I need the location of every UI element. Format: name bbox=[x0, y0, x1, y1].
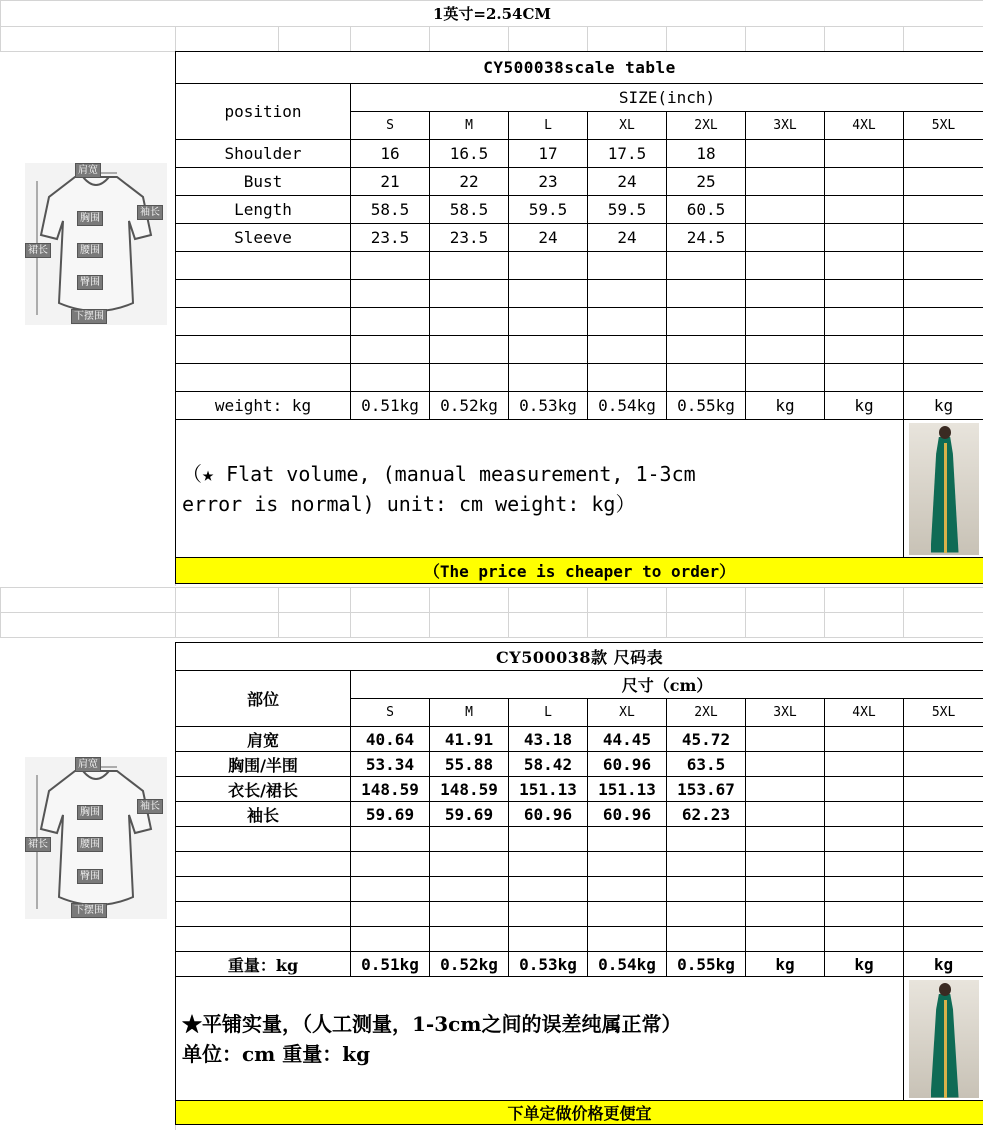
table-row bbox=[176, 140, 983, 168]
weight-row bbox=[176, 952, 983, 977]
row-label: 袖长 bbox=[176, 802, 351, 827]
cell bbox=[746, 224, 825, 252]
cell: 59.69 bbox=[351, 802, 430, 827]
cell: 22 bbox=[430, 168, 509, 196]
en-note-line1: （★ Flat volume, (manual measurement, 1-3cm bbox=[182, 461, 696, 486]
size-header: 2XL bbox=[667, 699, 746, 727]
cn-size-table bbox=[175, 642, 983, 1125]
cell bbox=[746, 727, 825, 752]
product-photo-image bbox=[909, 423, 979, 555]
cell: 16.5 bbox=[430, 140, 509, 168]
cell bbox=[746, 777, 825, 802]
cn-footer-banner: 下单定做价格更便宜 bbox=[176, 1101, 983, 1125]
size-header: L bbox=[509, 112, 588, 140]
size-header: S bbox=[351, 699, 430, 727]
diagram-tag-sleeve: 袖长 bbox=[137, 799, 163, 814]
weight-cell: kg bbox=[746, 392, 825, 420]
diagram-tag-waist: 腰围 bbox=[77, 243, 103, 258]
row-label: Length bbox=[176, 196, 351, 224]
cell: 59.5 bbox=[588, 196, 667, 224]
cell: 60.5 bbox=[667, 196, 746, 224]
table-row bbox=[176, 168, 983, 196]
cn-note-line2: 单位：cm 重量：kg bbox=[182, 1041, 371, 1066]
cell: 58.42 bbox=[509, 752, 588, 777]
cn-size-label: 尺寸（cm） bbox=[351, 671, 983, 699]
cell: 55.88 bbox=[430, 752, 509, 777]
en-product-photo bbox=[904, 420, 983, 558]
weight-label: weight: kg bbox=[176, 392, 351, 420]
cn-note-line1: ★平铺实量，（人工测量，1-3cm之间的误差纯属正常） bbox=[182, 1011, 682, 1036]
weight-label: 重量：kg bbox=[176, 952, 351, 977]
cell: 24 bbox=[509, 224, 588, 252]
size-header: 3XL bbox=[746, 699, 825, 727]
weight-cell: 0.53kg bbox=[509, 952, 588, 977]
empty-row bbox=[176, 252, 983, 280]
size-header: M bbox=[430, 112, 509, 140]
cell bbox=[746, 168, 825, 196]
empty-row bbox=[176, 902, 983, 927]
diagram-tag-length: 裙长 bbox=[25, 837, 51, 852]
empty-row bbox=[176, 280, 983, 308]
cell: 60.96 bbox=[588, 802, 667, 827]
cell: 45.72 bbox=[667, 727, 746, 752]
cell: 18 bbox=[667, 140, 746, 168]
cn-garment-diagram bbox=[25, 757, 167, 919]
cell bbox=[904, 140, 983, 168]
cn-table-title: CY500038款 尺码表 bbox=[176, 643, 983, 671]
cell: 59.5 bbox=[509, 196, 588, 224]
cell: 153.67 bbox=[667, 777, 746, 802]
diagram-tag-hem: 下摆围 bbox=[71, 309, 107, 324]
weight-cell: kg bbox=[746, 952, 825, 977]
weight-cell: kg bbox=[904, 392, 983, 420]
cell: 58.5 bbox=[351, 196, 430, 224]
cell: 60.96 bbox=[588, 752, 667, 777]
en-note bbox=[176, 420, 904, 558]
weight-row bbox=[176, 392, 983, 420]
cell bbox=[825, 168, 904, 196]
row-label: Bust bbox=[176, 168, 351, 196]
cell bbox=[746, 196, 825, 224]
size-header: 4XL bbox=[825, 699, 904, 727]
diagram-tag-length: 裙长 bbox=[25, 243, 51, 258]
sheet-header-grid bbox=[0, 0, 983, 27]
weight-cell: kg bbox=[825, 952, 904, 977]
weight-cell: 0.51kg bbox=[351, 392, 430, 420]
row-label: Shoulder bbox=[176, 140, 351, 168]
cell bbox=[904, 168, 983, 196]
empty-row bbox=[176, 927, 983, 952]
cell bbox=[904, 727, 983, 752]
row-label: 肩宽 bbox=[176, 727, 351, 752]
cn-product-photo bbox=[904, 977, 983, 1101]
cell: 23.5 bbox=[430, 224, 509, 252]
cn-note bbox=[176, 977, 904, 1101]
diagram-tag-chest: 胸围 bbox=[77, 211, 103, 226]
cell: 53.34 bbox=[351, 752, 430, 777]
cell bbox=[746, 752, 825, 777]
table-row bbox=[176, 777, 983, 802]
cell bbox=[825, 196, 904, 224]
diagram-tag-shoulder: 肩宽 bbox=[75, 757, 101, 772]
diagram-tag-chest: 胸围 bbox=[77, 805, 103, 820]
empty-row bbox=[176, 852, 983, 877]
sheet-header-title: 1英寸=2.54CM bbox=[1, 1, 983, 27]
size-header: M bbox=[430, 699, 509, 727]
empty-row bbox=[176, 364, 983, 392]
cell bbox=[904, 777, 983, 802]
size-header: 5XL bbox=[904, 112, 983, 140]
cn-position-label: 部位 bbox=[176, 671, 351, 727]
cell bbox=[825, 777, 904, 802]
en-garment-diagram bbox=[25, 163, 167, 325]
cell bbox=[746, 140, 825, 168]
empty-row bbox=[176, 336, 983, 364]
cn-figure-cell bbox=[0, 642, 176, 1130]
table-row bbox=[176, 224, 983, 252]
cell: 17 bbox=[509, 140, 588, 168]
cell: 148.59 bbox=[430, 777, 509, 802]
cell: 151.13 bbox=[588, 777, 667, 802]
cell: 151.13 bbox=[509, 777, 588, 802]
diagram-tag-shoulder: 肩宽 bbox=[75, 163, 101, 178]
cell: 24 bbox=[588, 168, 667, 196]
cell: 43.18 bbox=[509, 727, 588, 752]
en-figure-cell bbox=[0, 51, 176, 586]
size-header: XL bbox=[588, 699, 667, 727]
row-label: Sleeve bbox=[176, 224, 351, 252]
diagram-tag-waist: 腰围 bbox=[77, 837, 103, 852]
table-row bbox=[176, 196, 983, 224]
cell bbox=[825, 752, 904, 777]
cell: 40.64 bbox=[351, 727, 430, 752]
cell: 59.69 bbox=[430, 802, 509, 827]
cell: 148.59 bbox=[351, 777, 430, 802]
empty-row bbox=[176, 308, 983, 336]
cell bbox=[904, 802, 983, 827]
diagram-tag-hem: 下摆围 bbox=[71, 903, 107, 918]
cell bbox=[825, 140, 904, 168]
en-size-label: SIZE(inch) bbox=[351, 84, 983, 112]
weight-cell: kg bbox=[825, 392, 904, 420]
cell: 24.5 bbox=[667, 224, 746, 252]
cell bbox=[904, 196, 983, 224]
cell bbox=[825, 224, 904, 252]
row-label: 胸围/半围 bbox=[176, 752, 351, 777]
cell: 60.96 bbox=[509, 802, 588, 827]
weight-cell: 0.53kg bbox=[509, 392, 588, 420]
cell bbox=[825, 802, 904, 827]
cell bbox=[746, 802, 825, 827]
cell: 25 bbox=[667, 168, 746, 196]
cell: 16 bbox=[351, 140, 430, 168]
table-row bbox=[176, 752, 983, 777]
cell: 24 bbox=[588, 224, 667, 252]
empty-row bbox=[176, 877, 983, 902]
diagram-tag-hip: 臀围 bbox=[77, 275, 103, 290]
en-position-label: position bbox=[176, 84, 351, 140]
size-header: L bbox=[509, 699, 588, 727]
en-footer-banner: （The price is cheaper to order） bbox=[176, 558, 983, 584]
weight-cell: 0.54kg bbox=[588, 392, 667, 420]
weight-cell: kg bbox=[904, 952, 983, 977]
cell: 58.5 bbox=[430, 196, 509, 224]
size-header: S bbox=[351, 112, 430, 140]
size-header: 4XL bbox=[825, 112, 904, 140]
empty-row bbox=[176, 827, 983, 852]
cell: 44.45 bbox=[588, 727, 667, 752]
en-table-title: CY500038scale table bbox=[176, 52, 983, 84]
spacer-grid-2 bbox=[0, 587, 983, 638]
cell: 62.23 bbox=[667, 802, 746, 827]
weight-cell: 0.51kg bbox=[351, 952, 430, 977]
cell: 23 bbox=[509, 168, 588, 196]
weight-cell: 0.55kg bbox=[667, 952, 746, 977]
size-header: 3XL bbox=[746, 112, 825, 140]
cell bbox=[825, 727, 904, 752]
size-header: 2XL bbox=[667, 112, 746, 140]
en-size-table bbox=[175, 51, 983, 584]
diagram-tag-hip: 臀围 bbox=[77, 869, 103, 884]
spacer-grid-1 bbox=[0, 26, 983, 52]
table-row bbox=[176, 727, 983, 752]
cell bbox=[904, 752, 983, 777]
table-row bbox=[176, 802, 983, 827]
weight-cell: 0.52kg bbox=[430, 952, 509, 977]
size-header: 5XL bbox=[904, 699, 983, 727]
cell: 23.5 bbox=[351, 224, 430, 252]
cell: 63.5 bbox=[667, 752, 746, 777]
row-label: 衣长/裙长 bbox=[176, 777, 351, 802]
weight-cell: 0.55kg bbox=[667, 392, 746, 420]
weight-cell: 0.52kg bbox=[430, 392, 509, 420]
cell bbox=[904, 224, 983, 252]
weight-cell: 0.54kg bbox=[588, 952, 667, 977]
product-photo-image bbox=[909, 980, 979, 1098]
cell: 17.5 bbox=[588, 140, 667, 168]
diagram-tag-sleeve: 袖长 bbox=[137, 205, 163, 220]
en-note-line2: error is normal) unit: cm weight: kg） bbox=[182, 491, 636, 516]
cell: 21 bbox=[351, 168, 430, 196]
size-header: XL bbox=[588, 112, 667, 140]
cell: 41.91 bbox=[430, 727, 509, 752]
